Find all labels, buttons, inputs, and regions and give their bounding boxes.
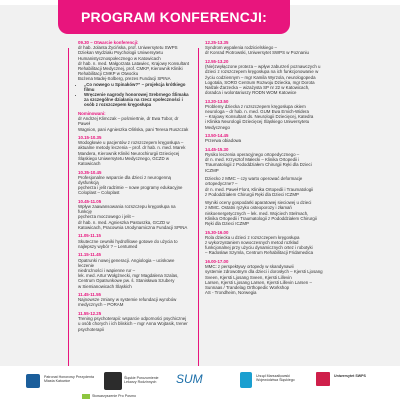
program-line: Syndrom wypalenia rodzicielskiego – — [205, 45, 277, 51]
program-item — [205, 200, 325, 226]
program-line: z MMC. Ostatni ryzyko osteoporozy i złamań — [205, 205, 292, 211]
logo-mark-5 — [316, 372, 330, 386]
timeline-right — [198, 48, 199, 388]
program-line: Problemy dziecka z rozszczepem kręgosłupa okiem — [205, 103, 306, 109]
program-line: Przerwa obiadowa — [205, 138, 242, 144]
program-line: pęcherza moczowego i jelit – — [78, 214, 135, 220]
program-line: Ręki dla Dzieci ICZMP — [205, 221, 249, 227]
program-line: niedrożności i wapienne rur – — [78, 267, 136, 273]
program-line: Medycznego — [205, 124, 230, 130]
program-item — [205, 99, 325, 130]
program-line: Katowicach, Pracownia Urodynamiczna Fundacji SPINA — [78, 224, 188, 230]
program-time: 13.20-13.50 — [205, 98, 229, 104]
program-line: Trening psychoterapii: wsparcie odporności psychicznej — [78, 316, 187, 322]
program-line: MMC: z perspektywy ortopedy w skandynawii — [205, 264, 294, 270]
logo-mark-4 — [240, 372, 252, 388]
right-column — [205, 40, 325, 299]
program-line: Opatrunki nowej generacji. Angiologia – uciskowe leczenie — [78, 257, 175, 268]
program-line: Nałżak-Żarzecka – wizażysta SP nr 22 w Katowicach, — [205, 84, 310, 90]
program-line: Logotala, SORO Centrum Rozwoju Dziecka, mgr Dorota — [205, 79, 315, 85]
program-line: neurologa – dr hab. n. med. GUM Ewa Emich-Widera — [205, 109, 309, 115]
program-line: Rola dziecka u dzieci z rozszczepem kręgosłupa — [205, 234, 300, 240]
bullet-item: • Wręczenie nagrody honorowej Srebrnego Ślimaka za szczególne działania na rzecz społeczności i osób z rozszczepem kręgosłupa — [84, 92, 190, 108]
program-time: 16.00-17.00 — [205, 258, 229, 264]
program-line: u osób chorych i ich bliskich – mgr Anna Wojtasik, trener — [78, 321, 188, 327]
program-line: Dziecko z MMC – czy warto operować deformacje — [205, 176, 303, 182]
program-line: Wyniki oceny gospodarki aparatowej sieciowej u dzieci — [205, 200, 312, 206]
program-line: Mandera, Kierownik Kliniki Neurochirurgii Dziecięcej — [78, 150, 180, 156]
program-time: 10.15-10.35 — [78, 135, 102, 141]
program-line: lek. med. Artur Wołgżnecki, mgr Magdalena Szalas, — [78, 273, 179, 279]
program-line: Larsen, Kjersti Ljosang Larsen, Kjersti Lillevin Larsen – Sunnaas / Trandelag Orthopedic Workshop — [205, 279, 312, 290]
program-line: Najnowsze zmiany w systemie refundacji wyrobów — [78, 297, 177, 303]
logo-text-5: Uniwersytet SWPS — [334, 374, 366, 378]
program-time: 09.30 – Otwarcie konferencji: — [78, 40, 139, 45]
program-line: z wykorzystaniem nowoczesnych metod rozkład — [205, 239, 299, 245]
program-line: Rehabilitacji Medycznej, prof. CMKP, Kierownik Kliniki — [78, 66, 183, 72]
logo-text-1: Patronat Honorowy Prezydenta Miasta Katowice — [44, 375, 94, 383]
program-line: Wodogłowie u pacjentów z rozszczepem kręgosłupa – — [78, 140, 184, 146]
program-time: 15.30-16.00 — [205, 229, 229, 235]
program-time: 10.35-10.45 — [78, 169, 102, 175]
program-item — [205, 230, 325, 256]
program-line: AS - Trondheim, Norwegia — [205, 290, 257, 296]
program-time: 13.50-14.45 — [205, 133, 229, 139]
logo-text-2: Śląskie Porozumienie Lekarzy Rodzinnych — [124, 376, 159, 384]
program-line: Coloplast – Coloplast — [78, 190, 120, 196]
program-line: dr Konrad Piotrowski, Uniwersytet SWPS w Poznaniu — [205, 50, 309, 56]
program-line: Wpływ zaawansowania rozszczepu kręgosłupa na funkcję — [78, 204, 176, 215]
program-line: Śląskiego Uniwersytetu Medycznego, GCZD w Katowicach — [78, 155, 170, 167]
program-line: – Radosław Szymla, Centrum Rehabilitacji Fridamedica — [205, 250, 314, 256]
program-line: Profesjonalne wsparcie dla dzieci z neurogenną dysfunkcją — [78, 174, 171, 185]
program-line: pęcherza i jelit radzimie – nowe programy edukacyjne — [78, 185, 183, 191]
program-line: psychoterapii — [78, 326, 104, 332]
program-line: Skuteczne cewniki hydrofilowe gotowe do użycia to — [78, 238, 178, 244]
program-item — [78, 233, 190, 249]
program-line: i Klinika Neurologii Dziecięcej Śląskiego Uniwersytetu — [205, 119, 310, 125]
program-line: Bożena Madej-Solberg, prezes Fundacji SPINA — [78, 76, 171, 82]
header-banner — [58, 0, 290, 34]
program-line: dr hab. n. med. Agnieszka Pastuszka, GCZD w — [78, 219, 170, 225]
program-line: dr Andrzej Klimczak – pośmiertnie, dr Ewa Tobor, dr Paweł — [78, 116, 179, 127]
program-line: Rehabilitacji CMKP w Otwocku — [78, 71, 139, 77]
page-title: PROGRAM KONFERENCJI: — [80, 9, 267, 25]
program-time: 14.45-15.30 — [205, 146, 229, 152]
sponsor-footer — [0, 366, 400, 400]
program-time: 11.45-11.55 — [78, 292, 101, 298]
program-time: 11.55-12.25 — [78, 310, 102, 316]
program-line: niskoenergetycznych – lek. med. Wojciech Stelmach, — [205, 210, 309, 216]
program-item — [78, 170, 190, 196]
program-line: systemie zdrowotnym dla dzieci i dorosłych – Kjersti Ljosang — [205, 269, 323, 275]
program-item — [78, 40, 190, 108]
program-item — [78, 292, 190, 308]
program-line: doradca i wolontariuszy RODN WOM Katowice — [205, 90, 297, 96]
program-line: w Siemianowicach Śląskich — [78, 283, 132, 289]
program-line: Sveen, Kjersti Ljosang Sveen, Kjersti Lillevin — [205, 274, 292, 280]
left-column — [78, 40, 190, 335]
program-line: (Nie)zwyłączone proteza – wpływ zaburzeń poznawczych u — [205, 64, 321, 70]
program-line: Humanistycznospołecznego w Katowicach — [78, 55, 161, 61]
logo-text-3: SUM — [176, 372, 203, 386]
logo-mark-2 — [104, 372, 122, 390]
program-item — [78, 252, 190, 288]
program-item — [205, 147, 325, 173]
program-line: ICZMP — [205, 167, 219, 173]
program-line: najlepszy wybór ? – Lentumed — [78, 243, 138, 249]
program-line: dr n. med. Paweł Flont, Klinika Ortopedii i Traumatologii — [205, 186, 314, 192]
program-line: życiu codziennym – mgr Kamila Wyrzola, neurologopeda — [205, 74, 316, 80]
program-item — [205, 176, 325, 197]
logo-mark-6 — [82, 394, 90, 399]
bullet-list — [78, 82, 190, 108]
program-line: dr hab. n. med. Małgorzata Latawiec, Krajowy Konsultant — [78, 60, 190, 66]
logo-text-6: Stowarzyszenie Pro Posmo — [92, 394, 136, 398]
program-line: Rysiko leczenia operacyjnego ortopedycznego – — [205, 152, 300, 158]
logo-mark-1 — [26, 374, 40, 388]
program-item — [205, 259, 325, 295]
program-item — [205, 59, 325, 95]
program-time: 11.05-11.15 — [78, 233, 101, 239]
program-line: Centrum Opatrunkowe pw. ś. Stanisława Szubery — [78, 278, 175, 284]
timeline-left — [68, 48, 69, 388]
program-line: dr hab. Jolanta Życińska, prof. Uniwersytetu SWPS — [78, 45, 178, 51]
program-line: medycznych – PORAM — [78, 302, 124, 308]
program-line: z Pododdziałem Chirurgii Ręki dla Dzieci ICZMP — [205, 191, 299, 197]
program-item — [78, 135, 190, 166]
program-item — [78, 111, 190, 132]
bullet-item: • „Co nowego u Spinaków?” – projekcja krótkiego filmu — [84, 82, 190, 92]
program-item — [205, 40, 325, 56]
program-line: Klinika Ortopedii i Traumatologii z Pododdziałem Chirurgii — [205, 215, 317, 221]
logo-text-4: Urząd Marszałkowski Województwa Śląskiego — [256, 374, 295, 382]
program-time: 10.45-11.05 — [78, 198, 102, 204]
program-line: dzieci z rozszczepem kręgosłupa na ich funkcjonowanie w — [205, 69, 319, 75]
program-time: 12.25-13.35 — [205, 40, 229, 45]
program-line: dr n. med. Krzysztof Małecki – Klinika Ortopedii i — [205, 157, 300, 163]
program-line: Wagnion, pani Agnieszka Olińska, pani Teresa Ruszczak — [78, 126, 189, 132]
program-line: Traumatologii z Pododdziałem Chirurgii Ręki dla Dzieci — [205, 162, 312, 168]
program-time: 11.15-11.45 — [78, 252, 101, 258]
program-item — [205, 133, 325, 143]
program-time: 12.55-13.20 — [205, 58, 229, 64]
program-item — [78, 311, 190, 332]
program-time: Nominowani: — [78, 110, 106, 116]
program-line: ortopedyczne? – — [205, 181, 238, 187]
program-line: funkcjonalnej przy użyciu dynamicznych ortez i robotyki — [205, 245, 313, 251]
program-line: – Krajowy Konsultant ds. Neurologii Dziecięcej, Katedra — [205, 114, 314, 120]
program-line: aktualne metody leczenia – prof. dr hab. n. med. Marek — [78, 145, 186, 151]
program-item — [78, 199, 190, 230]
program-line: Dziekan Wydziału Psychologii Uniwersytetu — [78, 50, 163, 56]
